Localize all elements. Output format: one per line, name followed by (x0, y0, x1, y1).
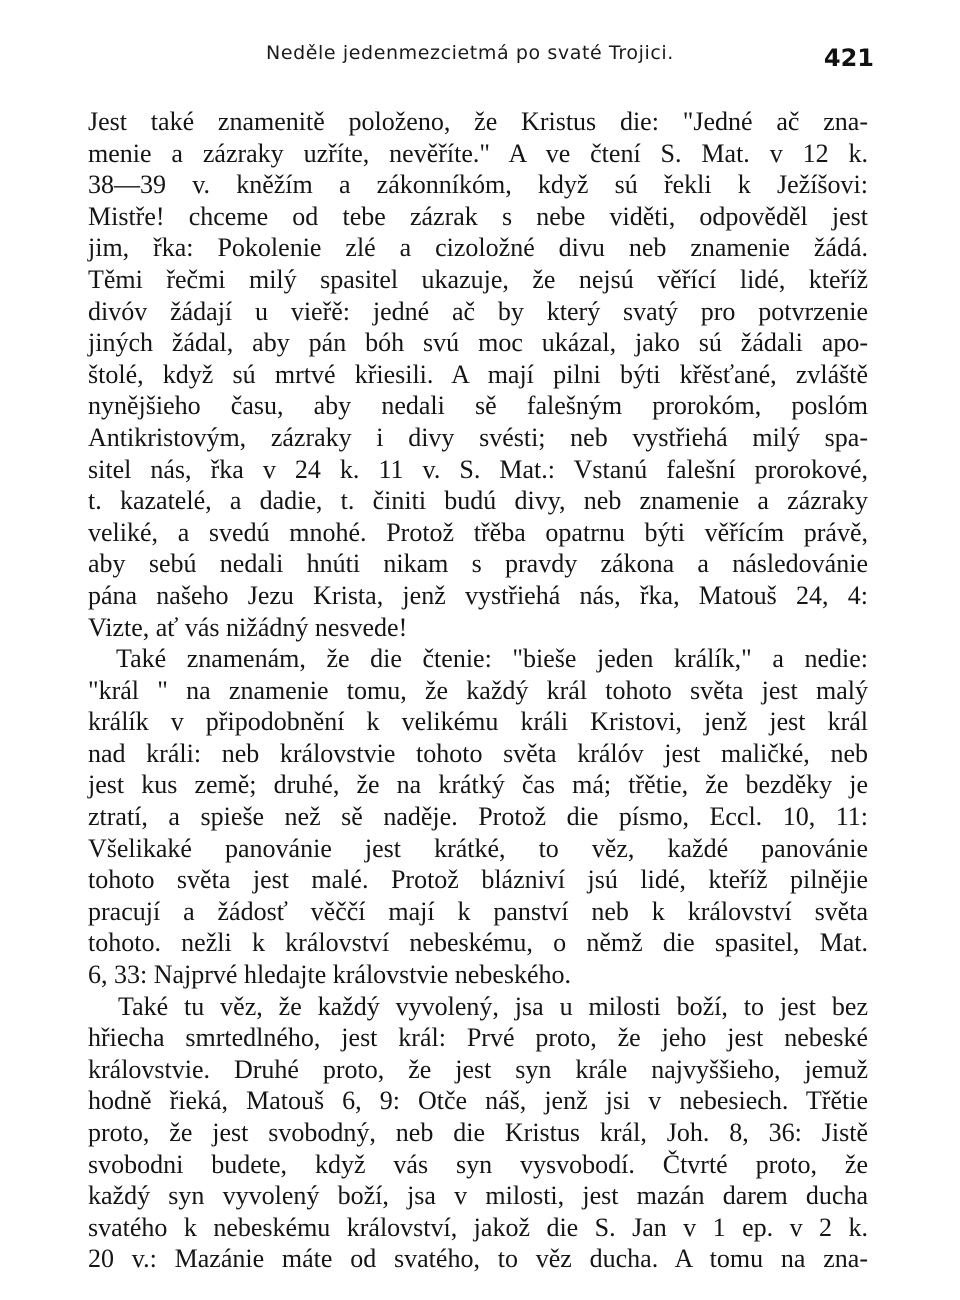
text-line: jim, řka: Pokolenie zlé a cizoložné divu neb znamenie žádá. (88, 233, 868, 263)
text-line: proto, že jest svobodný, neb die Kristus král, Joh. 8, 36: Jistě (88, 1118, 868, 1147)
text-line: svobodni budete, když vás syn vysvobodí. Čtvrté proto, že (88, 1149, 868, 1179)
text-line: t. kazatelé, a dadie, t. činiti budú divy, neb znamenie a zázraky (88, 486, 868, 516)
text-line: Také znamenám, že die čtenie: "bieše jeden králík," a nedie: (116, 644, 868, 674)
text-line: jiných žádal, aby pán bóh svú moc ukázal, jako sú žádali apo- (88, 328, 868, 358)
body-text (88, 106, 868, 1275)
page-header (88, 38, 878, 78)
text-line: nynějšieho času, aby nedali sě falešným prorokóm, poslóm (88, 391, 868, 421)
text-line: ztratí, a spieše než sě naděje. Protož die písmo, Eccl. 10, 11: (88, 802, 868, 832)
text-line: Mistře! chceme od tebe zázrak s nebe viděti, odpověděl jest (88, 201, 868, 231)
paragraph-2 (88, 643, 868, 991)
text-line: 20 v.: Mazánie máte od svatého, to věz ducha. A tomu na zna- (88, 1244, 868, 1274)
page-number: 421 (823, 44, 874, 72)
text-line: tohoto světa jest malé. Protož blázniví jsú lidé, kteříž pilnějie (88, 865, 868, 895)
text-line: veliké, a svedú mnohé. Protož třěba opatrnu býti věřícím právě, (88, 517, 868, 547)
running-title: Neděle jedenmezcietmá po svaté Trojici. (266, 42, 674, 64)
text-line: divóv žádají u vieřě: jedné ač by který svatý pro potvrzenie (88, 296, 868, 326)
text-line: královstvie. Druhé proto, že jest syn krále najvyššieho, jemuž (88, 1054, 868, 1084)
text-line: pracují a žádosť věččí mají k panství neb k království světa (88, 896, 868, 926)
text-line: "král " na znamenie tomu, že každý král tohoto světa jest malý (88, 675, 868, 705)
text-line: nad králi: neb královstvie tohoto světa králóv jest maličké, neb (88, 738, 868, 768)
text-line: menie a zázraky uzříte, nevěříte." A ve čtení S. Mat. v 12 k. (88, 138, 868, 168)
text-line: Těmi řečmi milý spasitel ukazuje, že nejsú věřící lidé, kteříž (88, 264, 868, 294)
text-line: Také tu věz, že každý vyvolený, jsa u milosti boží, to jest bez (118, 991, 868, 1021)
text-line: tohoto. nežli k království nebeskému, o němž die spasitel, Mat. (88, 928, 868, 958)
text-line: hodně řieká, Matouš 6, 9: Otče náš, jenž jsi v nebesiech. Třětie (88, 1086, 868, 1116)
text-line: Antikristovým, zázraky i divy svésti; neb vystřiehá milý spa- (88, 422, 868, 452)
text-line: jest kus země; druhé, že na krátký čas má; třětie, že bezděky je (88, 770, 868, 800)
text-line: svatého k nebeskému království, jakož die S. Jan v 1 ep. v 2 k. (88, 1212, 868, 1242)
text-line: králík v připodobnění k velikému králi Kristovi, jenž jest král (88, 707, 868, 737)
text-line: Jest také znamenitě položeno, že Kristus die: "Jedné ač zna- (88, 107, 868, 136)
paragraph-1 (88, 106, 868, 643)
text-line: Vizte, ať vás nižádný nesvede! (88, 612, 408, 642)
text-line: 6, 33: Najprvé hledajte královstvie nebeského. (88, 960, 572, 990)
text-line: pána našeho Jezu Krista, jenž vystřiehá nás, řka, Matouš 24, 4: (88, 580, 868, 610)
text-line: hřiecha smrtedlného, jest král: Prvé proto, že jeho jest nebeské (88, 1023, 868, 1053)
text-line: aby sebú nedali hnúti nikam s pravdy zákona a následovánie (88, 549, 868, 579)
text-line: štolé, když sú mrtvé křiesili. A mají pilni býti křěsťané, zvláště (88, 359, 868, 389)
paragraph-3 (88, 991, 868, 1275)
text-line: Všelikaké panovánie jest krátké, to věz, každé panovánie (88, 833, 868, 863)
text-line: sitel nás, řka v 24 k. 11 v. S. Mat.: Vstanú falešní prorokové, (88, 454, 868, 484)
text-line: každý syn vyvolený boží, jsa v milosti, jest mazán darem ducha (88, 1181, 868, 1211)
text-line: 38—39 v. kněžím a zákonníkóm, když sú řekli k Ježíšovi: (88, 170, 868, 200)
